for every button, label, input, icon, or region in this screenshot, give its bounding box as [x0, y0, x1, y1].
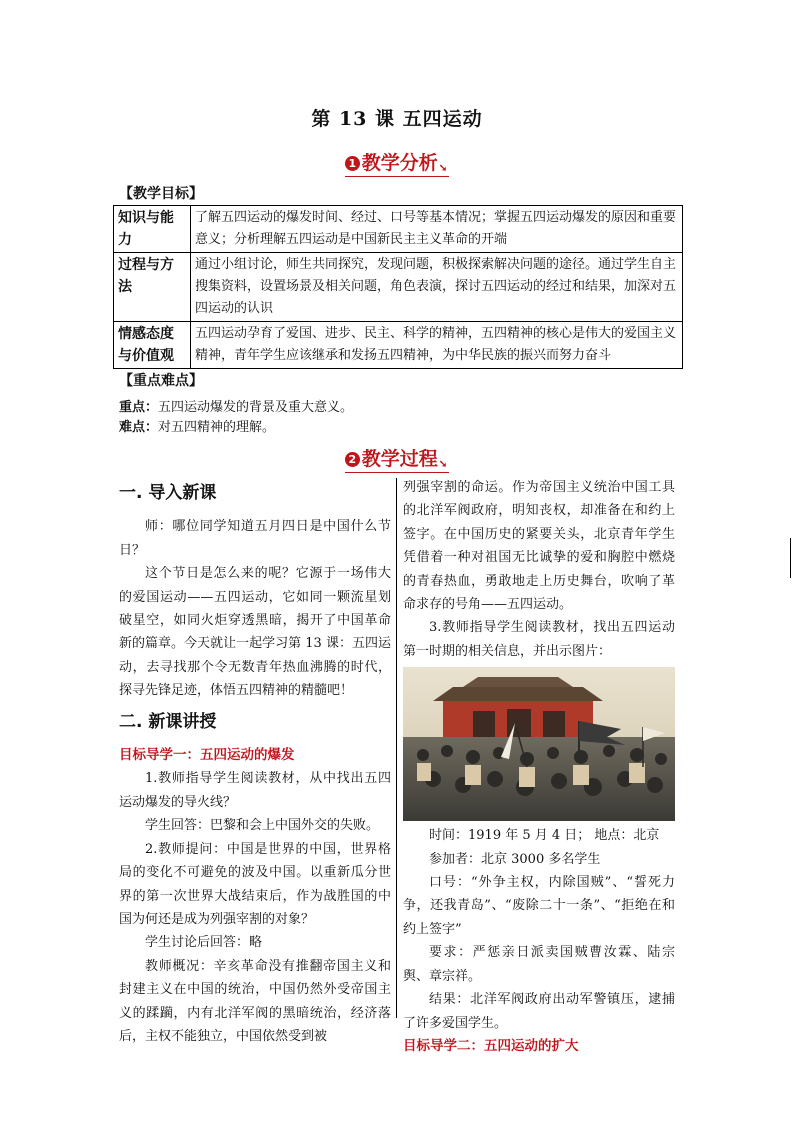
section-label: 教学分析 [361, 152, 438, 174]
column-divider [396, 478, 397, 1018]
paragraph: 这个节日是怎么来的呢？它源于一场伟大的爱国运动——五四运动，它如同一颗流星划破星空，如同火炬穿透黑暗，揭开了中国革命新的篇章。今天就让一起学习第 13 课：五四运动，去寻找那个令无数青年热血沸腾的时代，探寻先锋足迹，体悟五四精神的精髓吧！ [119, 566, 391, 699]
difficult-point [119, 416, 275, 435]
info-participants: 参加者：北京 3000 多名学生 [429, 851, 601, 867]
goal-head: 情感态度与价值观 [114, 322, 191, 369]
goal-content: 了解五四运动的爆发时间、经过、口号等基本情况；掌握五四运动爆发的原因和重要意义；分析理解五四运动是中国新民主主义革命的开端 [191, 206, 683, 253]
difficult-point-label: 难点： [119, 420, 159, 435]
number-badge-icon: 1 [345, 156, 360, 171]
paragraph: 学生讨论后回答：略 [145, 935, 263, 951]
paragraph: 3.教师指导学生阅读教材，找出五四运动第一时期的相关信息，并出示图片： [403, 620, 675, 659]
table-row [114, 322, 683, 369]
subheading-goal-1: 目标导学一：五四运动的爆发 [119, 747, 295, 764]
paragraph: 教师概况：辛亥革命没有推翻帝国主义和封建主义在中国的统治，中国仍然外受帝国主义的蹂躏，内有北洋军阀的黑暗统治，经济落后，主权不能独立，中国依然受到被 [119, 958, 391, 1044]
heading-intro: 一. 导入新课 [119, 483, 217, 503]
paragraph: 师：哪位同学知道五月四日是中国什么节日？ [119, 519, 391, 558]
section-label: 教学过程 [361, 448, 438, 470]
swoosh-icon: ➘ [438, 163, 448, 174]
right-column [403, 476, 675, 1058]
goal-head: 知识与能力 [114, 206, 191, 253]
difficult-point-text: 对五四精神的理解。 [158, 420, 276, 435]
swoosh-icon: ➘ [438, 459, 448, 470]
paragraph: 2.教师提问：中国是世界的中国，世界格局的变化不可避免的波及中国。以重新瓜分世界的第一次世界大战结束后，作为战胜国的中国为何还是成为列强宰割的对象？ [119, 841, 391, 927]
key-point-label: 重点： [119, 400, 159, 415]
paragraph: 列强宰割的命运。作为帝国主义统治中国工具的北洋军阀政府，明知丧权，却准备在和约上签字。在中国历史的紧要关头，北京青年学生凭借着一种对祖国无比诚挚的爱和胸腔中燃烧的青春热血，勇敢地走上历史舞台，吹响了革命求存的号角——五四运动。 [403, 480, 675, 613]
number-badge-icon: 2 [345, 452, 360, 467]
subheading-goal-2: 目标导学二：五四运动的扩大 [403, 1037, 579, 1054]
info-time: 时间：1919 年 5 月 4 日； 地点：北京 [429, 828, 660, 844]
info-demand: 要求：严惩亲日派卖国贼曹汝霖、陆宗舆、章宗祥。 [403, 945, 675, 984]
table-row [114, 253, 683, 322]
goal-head: 过程与方法 [114, 253, 191, 322]
key-point-text: 五四运动爆发的背景及重大意义。 [158, 400, 354, 415]
section-header-analysis [0, 148, 794, 177]
paragraph: 学生回答：巴黎和会上中国外交的失败。 [145, 818, 380, 834]
goals-table [113, 205, 683, 369]
info-result: 结果：北洋军阀政府出动军警镇压，逮捕了许多爱国学生。 [403, 992, 675, 1031]
heading-new-lesson: 二. 新课讲授 [119, 711, 217, 732]
page-title: 第 13 课 五四运动 [311, 108, 483, 130]
may-fourth-painting [403, 667, 675, 821]
paragraph: 1.教师指导学生阅读教材，从中找出五四运动爆发的导火线？ [119, 771, 391, 810]
info-slogan: 口号：“外争主权，内除国贼”、“誓死力争，还我青岛”、“废除二十一条”、“拒绝在和约上签字” [403, 875, 675, 937]
goal-content: 五四运动孕育了爱国、进步、民主、科学的精神，五四精神的核心是伟大的爱国主义精神，青年学生应该继承和发扬五四精神，为中华民族的振兴而努力奋斗 [191, 322, 683, 369]
key-point [119, 396, 353, 415]
goals-label: 【教学目标】 [119, 186, 203, 202]
margin-mark [790, 538, 791, 578]
table-row [114, 206, 683, 253]
key-label: 【重点难点】 [119, 373, 203, 389]
goal-content: 通过小组讨论，师生共同探究，发现问题，积极探索解决问题的途径。通过学生自主搜集资料，设置场景及相关问题，角色表演，探讨五四运动的经过和结果，加深对五四运动的认识 [191, 253, 683, 322]
section-header-process [0, 444, 794, 473]
left-column [119, 476, 391, 1048]
